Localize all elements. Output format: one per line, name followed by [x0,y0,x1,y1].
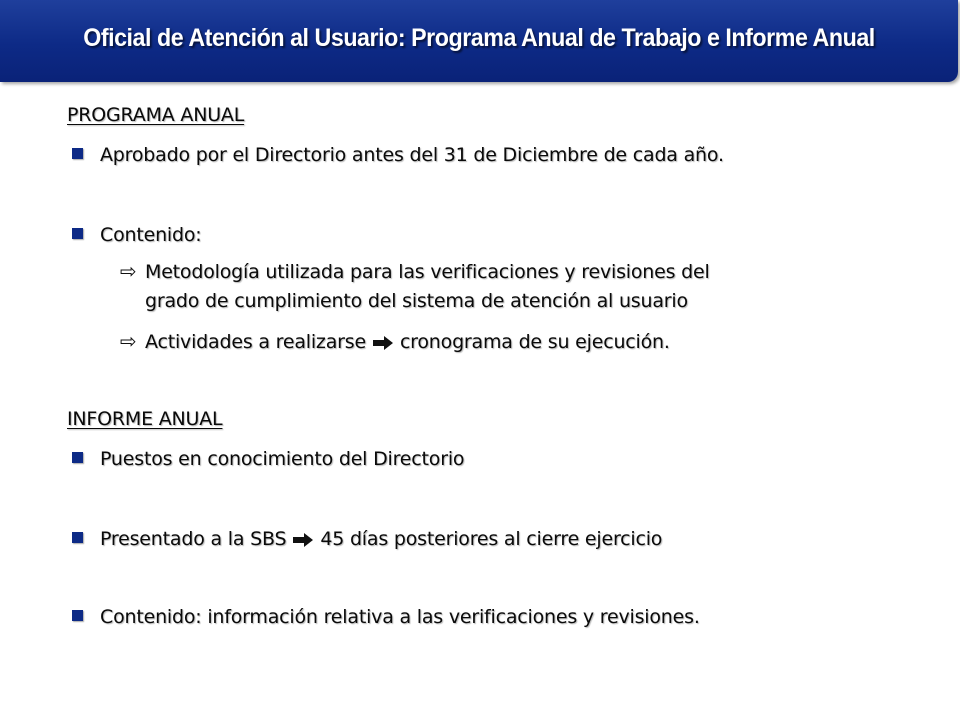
informe-item-presentado [100,528,662,550]
square-bullet-icon [72,532,83,543]
bold-right-arrow-icon [292,532,314,548]
programa-item-aprobado: Aprobado por el Directorio antes del 31 de Diciembre de cada año. [100,144,724,166]
slide-title: Oficial de Atención al Usuario: Programa Anual de Trabajo e Informe Anual [83,24,875,52]
programa-item-contenido: Contenido: [100,224,202,246]
square-bullet-icon [72,610,83,621]
actividades-text: Actividades a realizarse [145,331,366,353]
dias-text: 45 días posteriores al cierre ejercicio [320,528,663,550]
informe-heading: INFORME ANUAL [67,408,223,430]
square-bullet-icon [72,148,83,159]
hollow-arrow-icon: ⇨ [120,259,137,283]
hollow-arrow-icon: ⇨ [120,329,137,353]
square-bullet-icon [72,452,83,463]
informe-item-puestos: Puestos en conocimiento del Directorio [100,448,465,470]
bold-right-arrow-icon [372,335,394,351]
programa-sub-metodologia-line1: Metodología utilizada para las verificaciones y revisiones del [145,261,710,283]
presentado-text: Presentado a la SBS [100,528,287,550]
cronograma-text: cronograma de su ejecución. [399,331,670,353]
informe-item-contenido: Contenido: información relativa a las verificaciones y revisiones. [100,606,700,628]
programa-heading: PROGRAMA ANUAL [67,104,245,126]
programa-sub-actividades [145,331,670,353]
programa-sub-metodologia-line2: grado de cumplimiento del sistema de atención al usuario [145,290,688,312]
square-bullet-icon [72,228,83,239]
